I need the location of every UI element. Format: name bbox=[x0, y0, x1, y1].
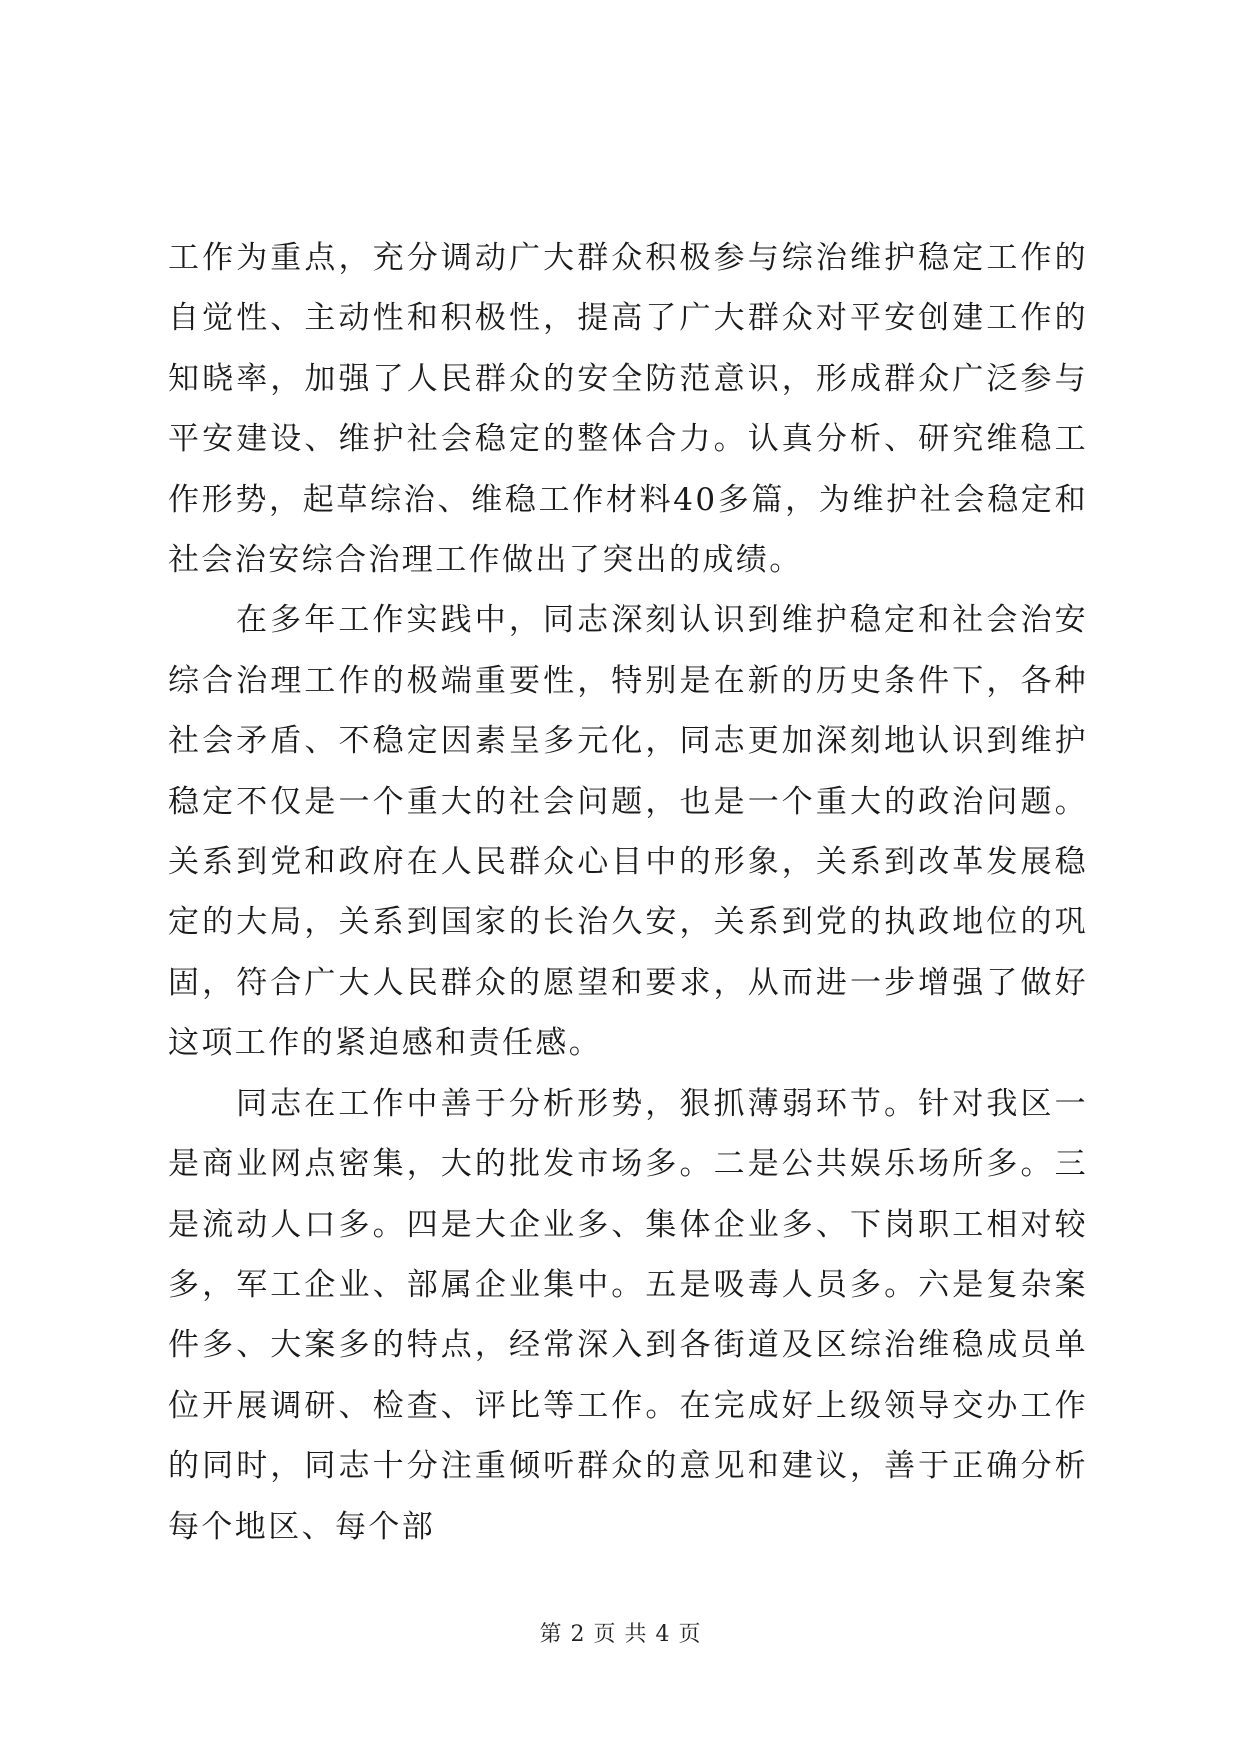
page-number-footer: 第 2 页 共 4 页 bbox=[539, 1622, 702, 1647]
paragraph-2: 在多年工作实践中，同志深刻认识到维护稳定和社会治安综合治理工作的极端重要性，特别是在新的历史条件下，各种社会矛盾、不稳定因素呈多元化，同志更加深刻地认识到维护稳定不仅是一个重大的社会问题，也是一个重大的政治问题。关系到党和政府在人民群众心目中的形象，关系到改革发展稳定的大局，关系到国家的长治久安，关系到党的执政地位的巩固，符合广大人民群众的愿望和要求，从而进一步增强了做好这项工作的紧迫感和责任感。 bbox=[168, 602, 1088, 1062]
document-body bbox=[168, 228, 1088, 1557]
paragraph-1: 工作为重点，充分调动广大群众积极参与综治维护稳定工作的自觉性、主动性和积极性，提高了广大群众对平安创建工作的知晓率，加强了人民群众的安全防范意识，形成群众广泛参与平安建设、维护社会稳定的整体合力。认真分析、研究维稳工作形势，起草综治、维稳工作材料40多篇，为维护社会稳定和社会治安综合治理工作做出了突出的成绩。 bbox=[168, 240, 1088, 579]
paragraph-3: 同志在工作中善于分析形势，狠抓薄弱环节。针对我区一是商业网点密集，大的批发市场多。二是公共娱乐场所多。三是流动人口多。四是大企业多、集体企业多、下岗职工相对较多，军工企业、部属企业集中。五是吸毒人员多。六是复杂案件多、大案多的特点，经常深入到各街道及区综治维稳成员单位开展调研、检查、评比等工作。在完成好上级领导交办工作的同时，同志十分注重倾听群众的意见和建议，善于正确分析每个地区、每个部 bbox=[168, 1085, 1088, 1545]
